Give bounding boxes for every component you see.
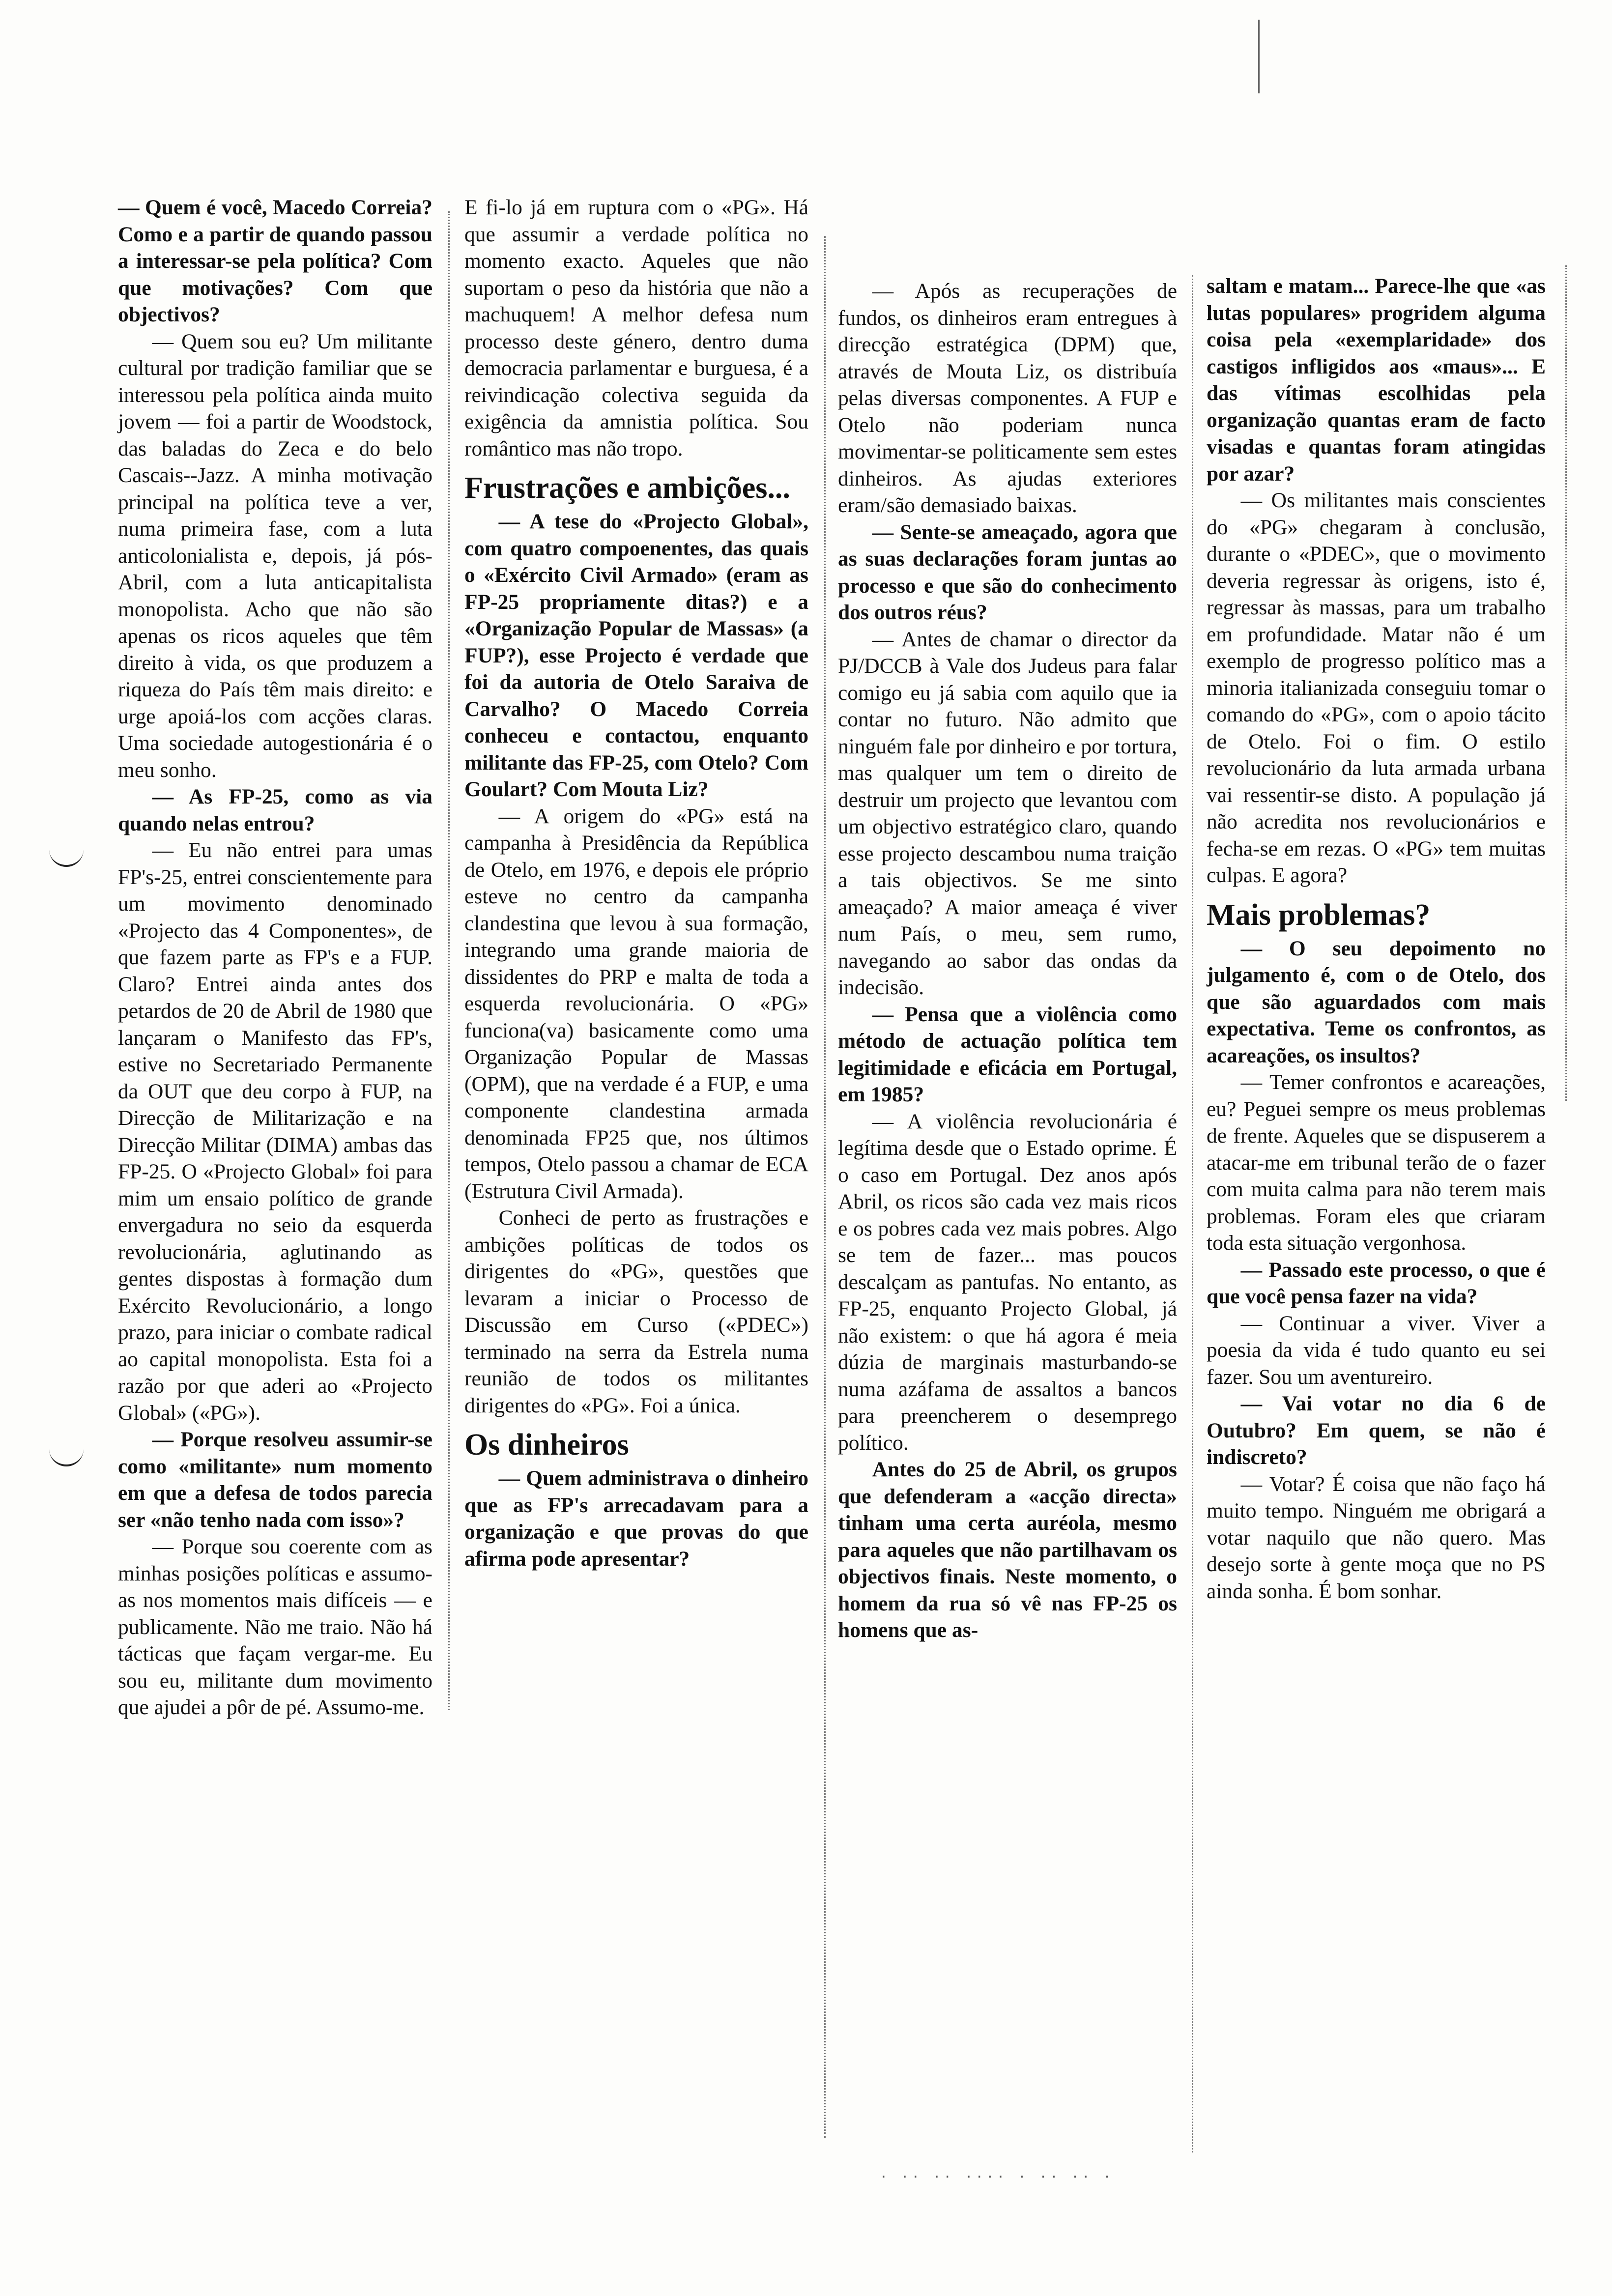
interview-answer: — Após as recuperações de fundos, os dinheiros eram entregues à direcção estratégica (DPM) que, através de Mouta Liz, os distribuía pelas diversas componentes. A FUP e Otelo não poderiam nunca movimentar-se politicamente sem estes dinheiros. As ajudas exteriores eram/são demasiado baixas. (838, 279, 1177, 517)
interview-answer: — A violência revolucionária é legítima desde que o Estado oprime. É o caso em Portugal. Dez anos após Abril, os ricos são cada vez mais ricos e os pobres cada vez mais pobres. Algo se tem de fazer... mas poucos descalçam as pantufas. No entanto, as FP-25, enquanto Projecto Global, já não existem: o que há agora é meia dúzia de marginais masturbando-se numa azáfama de assaltos a bancos para preencherem o desemprego político. (838, 1109, 1177, 1455)
interview-question: — Quem é você, Macedo Correia? Como e a partir de quando passou a interessar-se pela política? Com que motivações? Com que objectivos? (118, 196, 432, 326)
interview-answer: — Temer confrontos e acareações, eu? Peguei sempre os meus problemas de frente. Aqueles que se dispuserem a atacar-me em tribunal terão de o fazer com muita calma para não terem mais problemas. Foram eles que criaram toda esta situação vergonhosa. (1207, 1070, 1546, 1255)
interview-question: — Pensa que a violência como método de actuação política tem legitimidade e eficácia em Portugal, em 1985? (838, 1002, 1177, 1106)
article-column-4 (1207, 273, 1546, 1605)
article-column-1 (118, 194, 432, 1721)
interview-question: — Passado este processo, o que é que você pensa fazer na vida? (1207, 1258, 1546, 1308)
section-heading-mais-problemas: Mais problemas? (1207, 898, 1431, 932)
margin-bracket-mark-2 (49, 1445, 84, 1466)
column-rule-1 (448, 211, 450, 1710)
interview-question: — O seu depoimento no julgamento é, com o de Otelo, dos que são aguardados com mais expectativa. Teme os confrontos, as acareações, os insultos? (1207, 936, 1546, 1067)
scan-artifact-top-right (1258, 20, 1264, 93)
section-heading-dinheiros: Os dinheiros (464, 1428, 629, 1462)
print-specks: · ·· ·· ···· · ·· ·· · (880, 2170, 1114, 2184)
column-rule-3 (1192, 275, 1193, 2152)
interview-answer: — Os militantes mais conscientes do «PG» chegaram à conclusão, durante o «PDEC», que o movimento deveria regressar às origens, isto é, regressar às massas, para um trabalho em profundidade. Matar não é um exemplo de progresso político mas a minoria italianizada conseguiu tomar o comando do «PG», com o apoio tácito de Otelo. Foi o fim. O estilo revolucionário da luta armada urbana vai ressentir-se disto. A população já não acredita nos revolucionários e fecha-se em rezas. O «PG» tem muitas culpas. E agora? (1207, 488, 1546, 887)
interview-question: — As FP-25, como as via quando nelas entrou? (118, 785, 432, 835)
interview-answer: — Antes de chamar o director da PJ/DCCB à Vale dos Judeus para falar comigo eu já sabia com aquilo que ia contar no futuro. Não admito que ninguém fale por dinheiro e por tortura, mas qualquer um tem o direito de destruir um projecto que levantou com um objectivo estratégico claro, quando esse projecto descambou numa traição a tais objectivos. Se me sinto ameaçado? A maior ameaça é viver num País, o meu, sem rumo, navegando ao sabor das ondas da indecisão. (838, 627, 1177, 999)
article-column-2 (464, 194, 808, 1572)
interview-question: Antes do 25 de Abril, os grupos que defenderam a «acção directa» tinham uma certa auréola, mesmo para aqueles que não partilhavam os objectivos finais. Neste momento, o homem da rua só vê nas FP-25 os homens que as- (838, 1458, 1177, 1642)
interview-answer: — A origem do «PG» está na campanha à Presidência da República de Otelo, em 1976, e depois ele próprio esteve no centro da campanha clandestina que levou à sua formação, integrando uma grande maioria de dissidentes do PRP e malta de toda a esquerda revolucionária. O «PG» funciona(va) basicamente como uma Organização Popular de Massas (OPM), que na verdade é a FUP, e uma componente clandestina armada denominada FP25 que, nos últimos tempos, Otelo passou a chamar de ECA (Estrutura Civil Armada). (464, 804, 808, 1203)
interview-question-continued: saltam e matam... Parece-lhe que «as lutas populares» progridem alguma coisa pela «exemplaridade» dos castigos infligidos aos «maus»... E das vítimas escolhidas pela organização quantas eram de facto visadas e quantas foram atingidas por azar? (1207, 274, 1546, 486)
interview-question: — Porque resolveu assumir-se como «militante» num momento em que a defesa de todos parecia ser «não tenho nada com isso»? (118, 1428, 432, 1532)
section-heading-frustracoes: Frustrações e ambições... (464, 471, 790, 505)
interview-answer-continued: E fi-lo já em ruptura com o «PG». Há que assumir a verdade política no momento exacto. Aqueles que não suportam o peso da história que não a machuquem! A melhor defesa num processo deste género, dentro duma democracia parlamentar e burguesa, é a reivindicação colectiva seguida da exigência da amnistia política. Sou romântico mas não tropo. (464, 196, 808, 460)
interview-question: — Sente-se ameaçado, agora que as suas declarações foram juntas ao processo e que são do conhecimento dos outros réus? (838, 520, 1177, 624)
interview-question: — Vai votar no dia 6 de Outubro? Em quem, se não é indiscreto? (1207, 1392, 1546, 1469)
interview-question: — Quem administrava o dinheiro que as FP's arrecadavam para a organização e que provas do que afirma pode apresentar? (464, 1466, 808, 1571)
column-rule-2 (824, 236, 826, 2138)
interview-answer: — Continuar a viver. Viver a poesia da vida é tudo quanto eu sei fazer. Sou um aventureiro. (1207, 1311, 1546, 1389)
interview-answer: — Quem sou eu? Um militante cultural por tradição familiar que se interessou pela política ainda muito jovem — foi a partir de Woodstock, das baladas do Zeca e do belo Cascais--Jazz. A minha motivação principal na política teve a ver, numa primeira fase, com a luta anticolonialista e, depois, já pós-Abril, com a luta anticapitalista monopolista. Acho que não são apenas os ricos aqueles que têm direito à vida, os que produzem a riqueza do País têm mais direito: e urge apoiá-los com acções claras. Uma sociedade autogestionária é o meu sonho. (118, 329, 432, 782)
article-column-3 (838, 278, 1177, 1644)
interview-answer: Conheci de perto as frustrações e ambições políticas de todos os dirigentes do «PG», questões que levaram a iniciar o Processo de Discussão em Curso («PDEC») terminado na serra da Estrela numa reunião de todos os militantes dirigentes do «PG». Foi a única. (464, 1206, 808, 1417)
interview-question: — A tese do «Projecto Global», com quatro compoenentes, das quais o «Exército Civil Armado» (eram as FP-25 propriamente ditas?) e a «Organização Popular de Massas» (a FUP?), esse Projecto é verdade que foi da autoria de Otelo Saraiva de Carvalho? O Macedo Correia conheceu e contactou, enquanto militante das FP-25, com Otelo? Com Goulart? Com Mouta Liz? (464, 510, 808, 801)
interview-answer: — Eu não entrei para umas FP's-25, entrei conscientemente para um movimento denominado «Projecto das 4 Componentes», de que fazem parte as FP's e a FUP. Claro? Entrei ainda antes dos petardos de 20 de Abril de 1980 que lançaram o Manifesto das FP's, estive no Secretariado Permanente da OUT que deu corpo à FUP, na Direcção de Militarização e na Direcção Militar (DIMA) ambas das FP-25. O «Projecto Global» foi para mim um ensaio político de grande envergadura no seio da esquerda revolucionária, aglutinando as gentes dispostas à formação dum Exército Revolucionário, a longo prazo, para iniciar o combate radical ao capital monopolista. Esta foi a razão por que aderi ao «Projecto Global» («PG»). (118, 838, 432, 1425)
interview-answer: — Votar? É coisa que não faço há muito tempo. Ninguém me obrigará a votar naquilo que não quero. Mas desejo sorte à gente moça que no PS ainda sonha. É bom sonhar. (1207, 1472, 1546, 1603)
margin-bracket-mark (49, 845, 84, 867)
column-rule-4 (1565, 265, 1567, 1101)
interview-answer: — Porque sou coerente com as minhas posições políticas e assumo-as nos momentos mais difíceis — e publicamente. Não me traio. Não há tácticas que façam vergar-me. Eu sou eu, militante dum movimento que ajudei a pôr de pé. Assumo-me. (118, 1535, 432, 1719)
